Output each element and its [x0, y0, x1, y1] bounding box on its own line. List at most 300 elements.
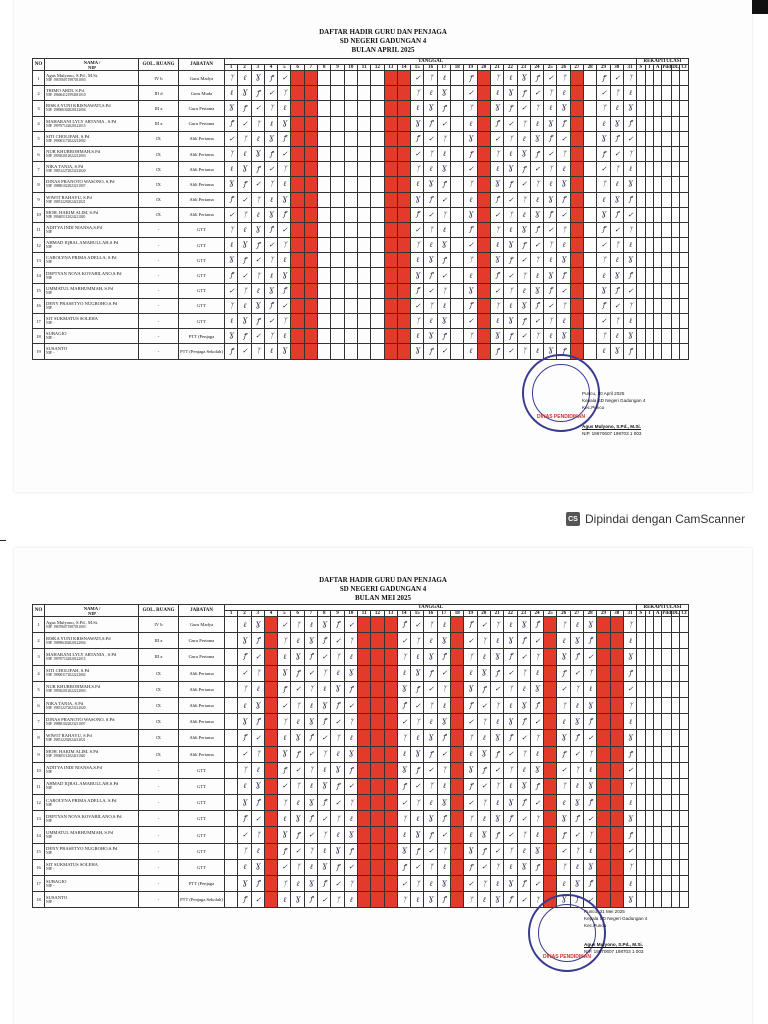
signature-cell: Ɣ [517, 778, 530, 794]
holiday-cell [610, 843, 623, 859]
signature-cell: ᛉ [304, 762, 317, 778]
row-name: DENY PRASETYO NUGROHO,S.Pd [46, 846, 118, 852]
rekap-cell [645, 746, 653, 762]
holiday-cell [397, 146, 410, 161]
holiday-cell [371, 811, 384, 827]
signature-cell: ℓ [278, 101, 291, 116]
signature-cell [371, 298, 384, 313]
holiday-cell [384, 795, 397, 811]
signature-cell: Ɣ [304, 795, 317, 811]
signature-cell: ℓ [291, 876, 304, 892]
signature-cell: ꝭ [251, 162, 264, 177]
rekap-cell [680, 730, 688, 746]
col-header-gol: GOL. RUANG [139, 59, 179, 71]
signature-cell: ꝭ [437, 649, 450, 665]
day-header: 28 [584, 611, 597, 617]
rekap-cell [680, 859, 688, 875]
rekap-cell [672, 344, 680, 359]
holiday-cell [397, 131, 410, 146]
signature-cell: ꝭ [437, 892, 450, 908]
signature-cell: ✓ [291, 843, 304, 859]
signature-cell [584, 131, 597, 146]
row-nip: NIP. 199003172022212002 [46, 138, 86, 143]
holiday-cell [371, 827, 384, 843]
table-row [33, 843, 689, 859]
rekap-cell [662, 329, 672, 344]
signature-cell: ℓ [623, 86, 636, 101]
camscanner-icon: CS [566, 512, 580, 526]
signature-cell [331, 314, 344, 329]
holiday-cell [264, 697, 277, 713]
signature-cell [331, 192, 344, 207]
rekap-cell [653, 892, 661, 908]
signature-cell: ᛉ [570, 843, 583, 859]
signature-cell [371, 71, 384, 86]
holiday-cell [451, 617, 464, 633]
signature-cell: ℓ [238, 222, 251, 237]
signature-cell: ꝭ [225, 344, 238, 359]
signature-cell: ᛉ [278, 633, 291, 649]
signature-cell: Ɣ [610, 268, 623, 283]
row-gol: IX [139, 131, 179, 146]
signature-cell [331, 131, 344, 146]
holiday-cell [357, 859, 370, 875]
signature-cell: ꝭ [238, 649, 251, 665]
row-jabatan: GTT [179, 795, 225, 811]
row-name-cell [45, 665, 139, 681]
signature-cell [371, 162, 384, 177]
row-jabatan: GTT [179, 843, 225, 859]
signature-cell [371, 253, 384, 268]
signature-cell: ꝭ [517, 86, 530, 101]
signature-cell: ꝭ [397, 778, 410, 794]
signature-cell: Ɣ [397, 843, 410, 859]
rekap-cell [645, 101, 653, 116]
signature-cell: Ɣ [304, 633, 317, 649]
holiday-cell [544, 811, 557, 827]
signature-cell: ᛉ [225, 71, 238, 86]
holiday-cell [384, 633, 397, 649]
holiday-cell [477, 131, 490, 146]
holiday-cell [477, 86, 490, 101]
signature-cell: ꝭ [424, 268, 437, 283]
signature-cell: ℓ [477, 730, 490, 746]
signature-cell: ℓ [397, 746, 410, 762]
signature-cell: ℓ [530, 268, 543, 283]
holiday-cell [371, 633, 384, 649]
day-header: 25 [544, 611, 557, 617]
rekap-cell [662, 811, 672, 827]
rekap-header: I [645, 611, 653, 617]
signature-cell: ꝭ [597, 298, 610, 313]
signature-cell: ✓ [570, 665, 583, 681]
rekap-cell [662, 222, 672, 237]
rekap-cell [653, 71, 661, 86]
signature-cell: ℓ [424, 86, 437, 101]
signature-cell [318, 71, 331, 86]
signature-cell: ✓ [318, 892, 331, 908]
signature-cell: ℓ [477, 892, 490, 908]
rekap-cell [637, 116, 645, 131]
day-header: 14 [397, 65, 410, 71]
rekap-cell [645, 268, 653, 283]
signature-cell: ꝭ [411, 681, 424, 697]
row-no: 14 [33, 827, 45, 843]
holiday-cell [357, 649, 370, 665]
signature-cell: ᛉ [557, 697, 570, 713]
row-gol: - [139, 344, 179, 359]
signature-cell: ꝭ [490, 192, 503, 207]
row-gol: IX [139, 730, 179, 746]
signature-cell [331, 253, 344, 268]
signature-cell: ℓ [464, 116, 477, 131]
signature-cell [357, 268, 370, 283]
signature-cell: Ɣ [225, 329, 238, 344]
rekap-cell [662, 177, 672, 192]
row-no: 13 [33, 253, 45, 268]
rekap-cell [680, 811, 688, 827]
rekap-cell [672, 795, 680, 811]
signature-cell: ᛉ [437, 681, 450, 697]
stamp-label: DINAS PENDIDIKAN [536, 414, 586, 420]
signature-cell: Ɣ [278, 665, 291, 681]
signature-cell: Ɣ [424, 649, 437, 665]
signature-cell: ✓ [490, 843, 503, 859]
col-header-no: NO [33, 59, 45, 71]
day-header: 6 [291, 65, 304, 71]
signature-cell [344, 238, 357, 253]
signature-cell: ℓ [557, 633, 570, 649]
signature-cell: ✓ [318, 649, 331, 665]
rekap-cell [637, 146, 645, 161]
signature-cell: ꝭ [238, 892, 251, 908]
signature-cell: ℓ [437, 778, 450, 794]
holiday-cell [451, 681, 464, 697]
attendance-sheet-mei [14, 548, 752, 1024]
holiday-cell [291, 207, 304, 222]
day-header: 20 [477, 65, 490, 71]
signature-cell: ꝭ [437, 101, 450, 116]
signature-cell: ✓ [544, 71, 557, 86]
day-header: 30 [610, 611, 623, 617]
row-name: NIKA TANIA, S.Pd [46, 700, 84, 706]
row-gol: IV b [139, 617, 179, 633]
holiday-cell [264, 876, 277, 892]
signature-cell: ᛉ [504, 681, 517, 697]
signature-cell: ᛉ [570, 762, 583, 778]
day-header: 3 [251, 611, 264, 617]
holiday-cell [384, 298, 397, 313]
signature-cell: ᛉ [490, 859, 503, 875]
signature-cell: ✓ [397, 795, 410, 811]
signature-cell: ꝭ [331, 617, 344, 633]
signature-cell: ℓ [597, 344, 610, 359]
day-header: 23 [517, 611, 530, 617]
signature-cell: ꝭ [318, 795, 331, 811]
rekap-cell [653, 162, 661, 177]
signature-cell: ᛉ [238, 681, 251, 697]
holiday-cell [357, 617, 370, 633]
signature-cell [584, 298, 597, 313]
holiday-cell [451, 795, 464, 811]
sign-nip: NIP. 19670607 198703 1 003 [584, 949, 644, 954]
rekap-cell [672, 827, 680, 843]
holiday-cell [291, 329, 304, 344]
rekap-header: Pdd [662, 611, 671, 616]
signature-cell: ᛉ [504, 131, 517, 146]
rekap-cell [653, 344, 661, 359]
signature-cell: ᛉ [464, 811, 477, 827]
signature-cell: ✓ [251, 649, 264, 665]
row-no: 17 [33, 314, 45, 329]
holiday-cell [610, 665, 623, 681]
holiday-cell [397, 253, 410, 268]
holiday-cell [570, 222, 583, 237]
rekap-cell [637, 762, 645, 778]
signature-cell [371, 238, 384, 253]
signature-cell: Ɣ [424, 253, 437, 268]
signature-cell: ✓ [424, 283, 437, 298]
signature-cell: ✓ [504, 746, 517, 762]
signature-cell: Ɣ [570, 795, 583, 811]
row-nip: NIP. - [46, 321, 55, 326]
rekap-cell [672, 162, 680, 177]
holiday-cell [610, 795, 623, 811]
signature-cell: ꝭ [623, 344, 636, 359]
holiday-cell [304, 162, 317, 177]
holiday-cell [397, 238, 410, 253]
sign-role: Kepala SD Negeri Gadungan 4 [584, 916, 648, 921]
signature-cell: ᛉ [397, 892, 410, 908]
signature-cell: ℓ [610, 253, 623, 268]
holiday-cell [304, 116, 317, 131]
signature-cell: ꝭ [557, 192, 570, 207]
row-gol: IX [139, 162, 179, 177]
signature-cell: ✓ [278, 778, 291, 794]
signature-cell: ✓ [610, 298, 623, 313]
signature-cell: ꝭ [544, 207, 557, 222]
holiday-cell [610, 697, 623, 713]
holiday-cell [264, 778, 277, 794]
row-no: 8 [33, 177, 45, 192]
rekap-cell [637, 192, 645, 207]
holiday-cell [304, 253, 317, 268]
holiday-cell [451, 697, 464, 713]
holiday-cell [357, 827, 370, 843]
rekap-cell [653, 238, 661, 253]
signature-cell: Ɣ [557, 892, 570, 908]
signature-cell: ✓ [477, 778, 490, 794]
signature-cell: Ɣ [490, 649, 503, 665]
signature-cell: ✓ [437, 192, 450, 207]
signature-cell [357, 131, 370, 146]
signature-cell: ✓ [610, 146, 623, 161]
signature-cell: Ɣ [490, 892, 503, 908]
holiday-cell [291, 116, 304, 131]
holiday-cell [384, 238, 397, 253]
row-no: 2 [33, 86, 45, 101]
row-gol: IX [139, 207, 179, 222]
signature-cell: ℓ [411, 811, 424, 827]
row-nip: NIP. 199405112024211020 [46, 214, 86, 219]
rekap-cell [662, 116, 672, 131]
signature-cell [371, 344, 384, 359]
signature-cell: Ɣ [251, 71, 264, 86]
signature-cell: ℓ [623, 714, 636, 730]
signature-cell: ℓ [623, 633, 636, 649]
signature-cell: ✓ [238, 665, 251, 681]
signature-cell: ᛉ [278, 162, 291, 177]
row-no: 18 [33, 892, 45, 908]
day-header: 12 [371, 611, 384, 617]
signature-cell: ꝭ [344, 843, 357, 859]
signature-cell: ꝭ [264, 146, 277, 161]
rekap-cell [653, 146, 661, 161]
table-row [33, 192, 689, 207]
row-name-cell [45, 762, 139, 778]
signature-cell: ✓ [397, 876, 410, 892]
signature-cell: Ɣ [304, 714, 317, 730]
holiday-cell [384, 314, 397, 329]
signature-cell: ᛉ [251, 192, 264, 207]
row-nip: NIP. 199302012022212003 [46, 689, 86, 694]
signature-cell: ᛉ [477, 714, 490, 730]
signature-cell: Ɣ [251, 146, 264, 161]
signature-cell [344, 207, 357, 222]
signature-cell: ꝭ [464, 222, 477, 237]
rekap-cell [662, 207, 672, 222]
signature-cell: ᛉ [397, 730, 410, 746]
signature-cell: ℓ [251, 283, 264, 298]
signature-cell [318, 86, 331, 101]
signature-cell: ℓ [490, 238, 503, 253]
table-row [33, 207, 689, 222]
row-jabatan: PTT (Penjaga [179, 876, 225, 892]
signature-cell: Ɣ [238, 238, 251, 253]
holiday-cell [597, 633, 610, 649]
signature-cell [225, 859, 238, 875]
rekap-cell [680, 795, 688, 811]
holiday-cell [264, 762, 277, 778]
signature-cell: ꝭ [464, 697, 477, 713]
signature-cell: ᛉ [411, 714, 424, 730]
row-no: 8 [33, 730, 45, 746]
signature-cell [451, 344, 464, 359]
rekap-cell [680, 892, 688, 908]
row-gol: III d [139, 86, 179, 101]
signature-cell [331, 146, 344, 161]
signature-cell: ℓ [517, 843, 530, 859]
signature-cell: Ɣ [477, 827, 490, 843]
rekap-cell [662, 146, 672, 161]
signature-cell: Ɣ [437, 238, 450, 253]
signature-cell [331, 283, 344, 298]
day-header: 2 [238, 611, 251, 617]
signature-cell: ✓ [464, 162, 477, 177]
signature-cell: ✓ [437, 344, 450, 359]
signature-cell: ✓ [557, 843, 570, 859]
row-name-cell [45, 714, 139, 730]
camscanner-badge [566, 512, 745, 526]
holiday-cell [610, 681, 623, 697]
signature-cell: ✓ [530, 314, 543, 329]
holiday-cell [597, 859, 610, 875]
holiday-cell [371, 649, 384, 665]
rekap-cell [672, 665, 680, 681]
signature-cell: ᛉ [238, 843, 251, 859]
holiday-cell [357, 762, 370, 778]
rekap-cell [672, 681, 680, 697]
row-nip: NIP. - [46, 351, 55, 356]
signature-cell: ꝭ [278, 762, 291, 778]
signature-cell: ᛉ [517, 192, 530, 207]
signature-cell: ℓ [437, 71, 450, 86]
signature-cell: ℓ [623, 795, 636, 811]
signature-cell: Ɣ [225, 253, 238, 268]
row-nip: NIP. - [46, 867, 55, 872]
table-row [33, 778, 689, 794]
rekap-header: A [653, 65, 661, 71]
row-jabatan: PTT (Penjaga [179, 329, 225, 344]
signature-cell [357, 86, 370, 101]
row-nip: NIP. [46, 245, 53, 250]
signature-cell [225, 633, 238, 649]
signature-cell: ℓ [504, 697, 517, 713]
signature-cell [225, 843, 238, 859]
rekap-cell [637, 843, 645, 859]
col-header-nama-label: NAMA / [83, 59, 101, 65]
signature-cell: ✓ [530, 162, 543, 177]
holiday-cell [384, 177, 397, 192]
row-name: UMMATUL MARHUMMAH, S.Pd [46, 830, 113, 836]
holiday-cell [544, 843, 557, 859]
rekap-cell [645, 843, 653, 859]
holiday-cell [397, 222, 410, 237]
row-name: CAROLYNA PRIMA ADELLA, S.Pd [46, 797, 117, 803]
row-jabatan: GTT [179, 253, 225, 268]
signature-cell: ✓ [238, 746, 251, 762]
signature-cell [331, 71, 344, 86]
signature-cell: ꝭ [504, 649, 517, 665]
signature-cell: Ɣ [557, 101, 570, 116]
rekap-header: Ct [681, 611, 687, 616]
signature-cell: Ɣ [251, 617, 264, 633]
rekap-cell [662, 681, 672, 697]
signature-cell: ᛉ [278, 314, 291, 329]
rekap-header: DL [672, 611, 680, 616]
signature-cell: ℓ [544, 253, 557, 268]
signature-cell [318, 101, 331, 116]
signature-cell: Ɣ [437, 314, 450, 329]
signature-cell: ✓ [490, 207, 503, 222]
rekap-cell [653, 876, 661, 892]
signature-cell: Ɣ [490, 101, 503, 116]
signature-cell: ℓ [437, 697, 450, 713]
signature-cell: ᛉ [437, 283, 450, 298]
holiday-cell [451, 714, 464, 730]
signature-cell: ꝭ [437, 811, 450, 827]
signature-cell [344, 162, 357, 177]
signature-cell: ꝭ [251, 876, 264, 892]
signature-cell: Ɣ [291, 730, 304, 746]
signature-cell [357, 177, 370, 192]
signature-cell: ꝭ [477, 681, 490, 697]
signature-cell [357, 116, 370, 131]
signature-cell: ᛉ [477, 876, 490, 892]
signature-cell: ꝭ [464, 778, 477, 794]
row-jabatan: GTT [179, 859, 225, 875]
signature-cell: ᛉ [344, 795, 357, 811]
